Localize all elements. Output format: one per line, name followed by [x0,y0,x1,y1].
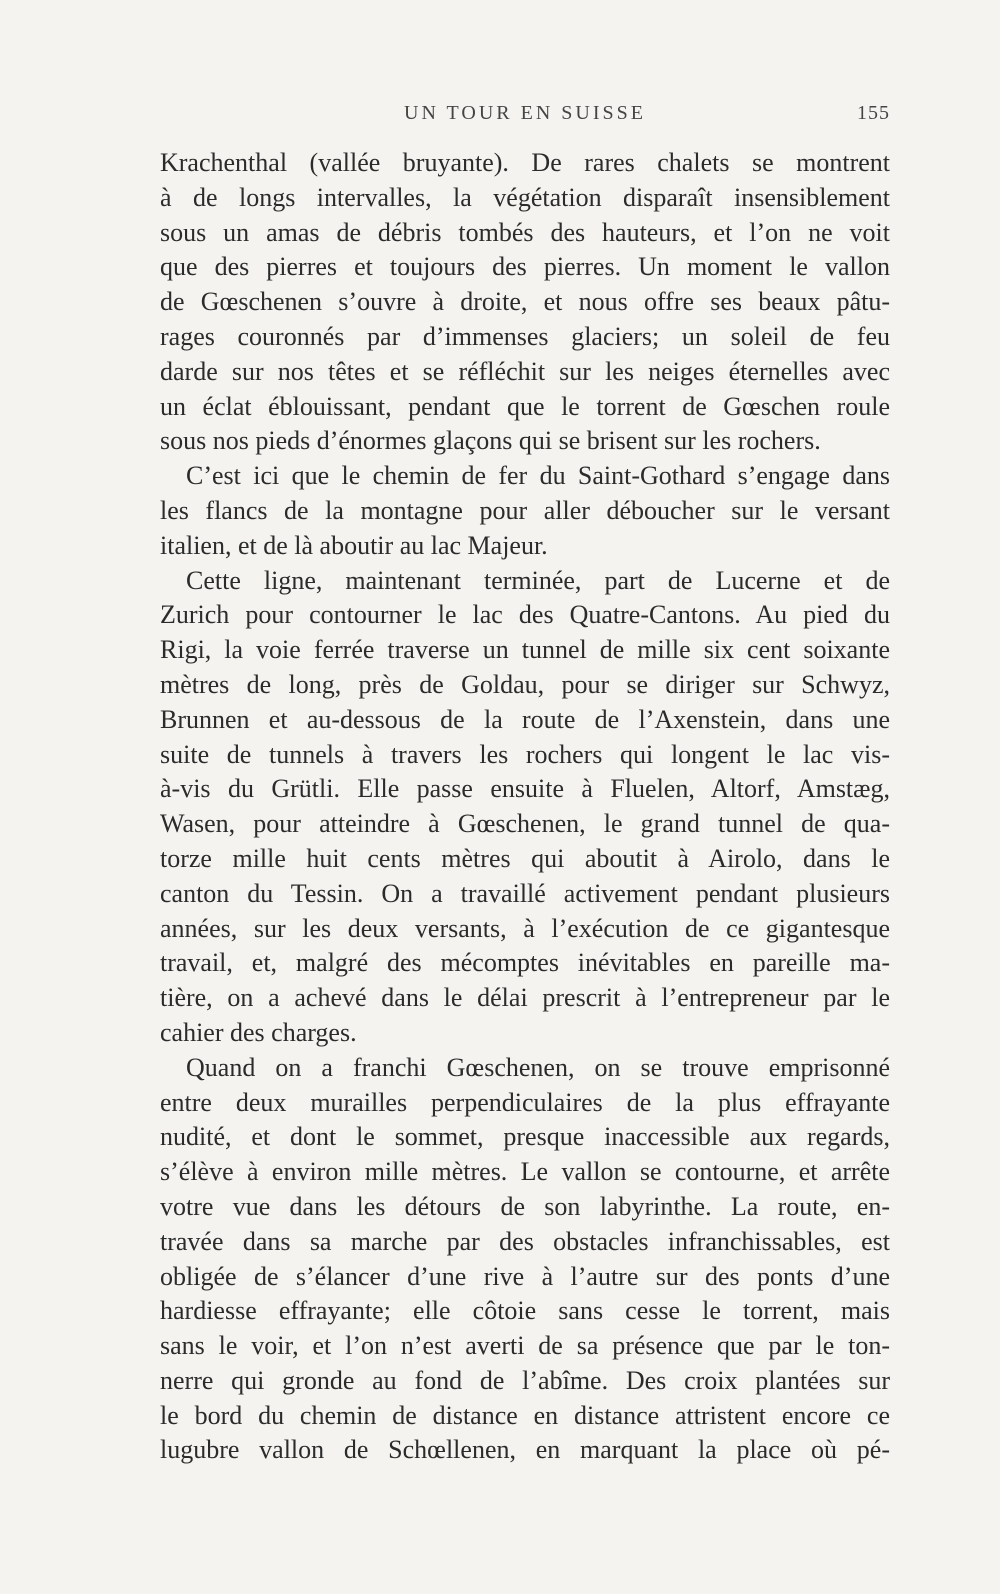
text-line: s’élève à environ mille mètres. Le vallon se contourne, et arrête [160,1157,890,1187]
text-line: entre deux murailles perpendiculaires de la plus effrayante [160,1087,890,1117]
text-line: canton du Tessin. On a travaillé activement pendant plusieurs [160,878,890,908]
text-line: de Gœschenen s’ouvre à droite, et nous offre ses beaux pâtu- [160,287,890,317]
text-line: tière, on a achevé dans le délai prescrit à l’entrepreneur par le [160,983,890,1013]
paragraph [160,564,890,1051]
text-line: italien, et de là aboutir au lac Majeur. [160,530,548,560]
paragraph [160,1051,890,1469]
text-line: que des pierres et toujours des pierres. Un moment le vallon [160,252,890,282]
text-line: nudité, et dont le sommet, presque inaccessible aux regards, [160,1122,890,1152]
text-line: obligée de s’élancer d’une rive à l’autre sur des ponts d’une [160,1261,890,1291]
text-line: sous nos pieds d’énormes glaçons qui se brisent sur les rochers. [160,426,821,456]
text-line: à-vis du Grütli. Elle passe ensuite à Fluelen, Altorf, Amstæg, [160,774,890,804]
text-line: à de longs intervalles, la végétation disparaît insensiblement [160,182,890,212]
paragraph [160,459,890,563]
text-line: rages couronnés par d’immenses glaciers; un soleil de feu [160,321,890,351]
text-line: hardiesse effrayante; elle côtoie sans cesse le torrent, mais [160,1296,890,1326]
page-number: 155 [857,102,890,124]
text-line: C’est ici que le chemin de fer du Saint-Gothard s’engage dans [186,461,890,491]
text-line: le bord du chemin de distance en distance attristent encore ce [160,1400,890,1430]
text-line: cahier des charges. [160,1017,357,1047]
running-head-title: UN TOUR EN SUISSE [404,102,646,124]
running-head [160,102,890,132]
paragraph [160,146,890,459]
text-line: mètres de long, près de Goldau, pour se diriger sur Schwyz, [160,669,890,699]
text-line: votre vue dans les détours de son labyrinthe. La route, en- [160,1191,890,1221]
text-line: darde sur nos têtes et se réfléchit sur les neiges éternelles avec [160,356,890,386]
body-text [160,146,890,1468]
text-line: Krachenthal (vallée bruyante). De rares chalets se montrent [160,148,890,177]
text-line: Brunnen et au-dessous de la route de l’Axenstein, dans une [160,704,890,734]
text-line: Quand on a franchi Gœschenen, on se trouve emprisonné [186,1052,890,1082]
text-line: années, sur les deux versants, à l’exécution de ce gigantesque [160,913,890,943]
text-line: Zurich pour contourner le lac des Quatre-Cantons. Au pied du [160,600,890,630]
text-line: nerre qui gronde au fond de l’abîme. Des croix plantées sur [160,1365,890,1395]
text-line: travée dans sa marche par des obstacles infranchissables, est [160,1226,890,1256]
text-line: suite de tunnels à travers les rochers qui longent le lac vis- [160,739,890,769]
text-line: sans le voir, et l’on n’est averti de sa présence que par le ton- [160,1331,890,1361]
text-line: Wasen, pour atteindre à Gœschenen, le grand tunnel de qua- [160,809,890,839]
text-line: Cette ligne, maintenant terminée, part de Lucerne et de [186,565,890,595]
text-line: un éclat éblouissant, pendant que le torrent de Gœschen roule [160,391,890,421]
text-line: lugubre vallon de Schœllenen, en marquant la place où pé- [160,1435,890,1465]
text-line: torze mille huit cents mètres qui aboutit à Airolo, dans le [160,843,890,873]
text-line: Rigi, la voie ferrée traverse un tunnel de mille six cent soixante [160,635,890,665]
text-line: sous un amas de débris tombés des hauteurs, et l’on ne voit [160,217,890,247]
text-line: travail, et, malgré des mécomptes inévitables en pareille ma- [160,948,890,978]
text-line: les flancs de la montagne pour aller déboucher sur le versant [160,495,890,525]
